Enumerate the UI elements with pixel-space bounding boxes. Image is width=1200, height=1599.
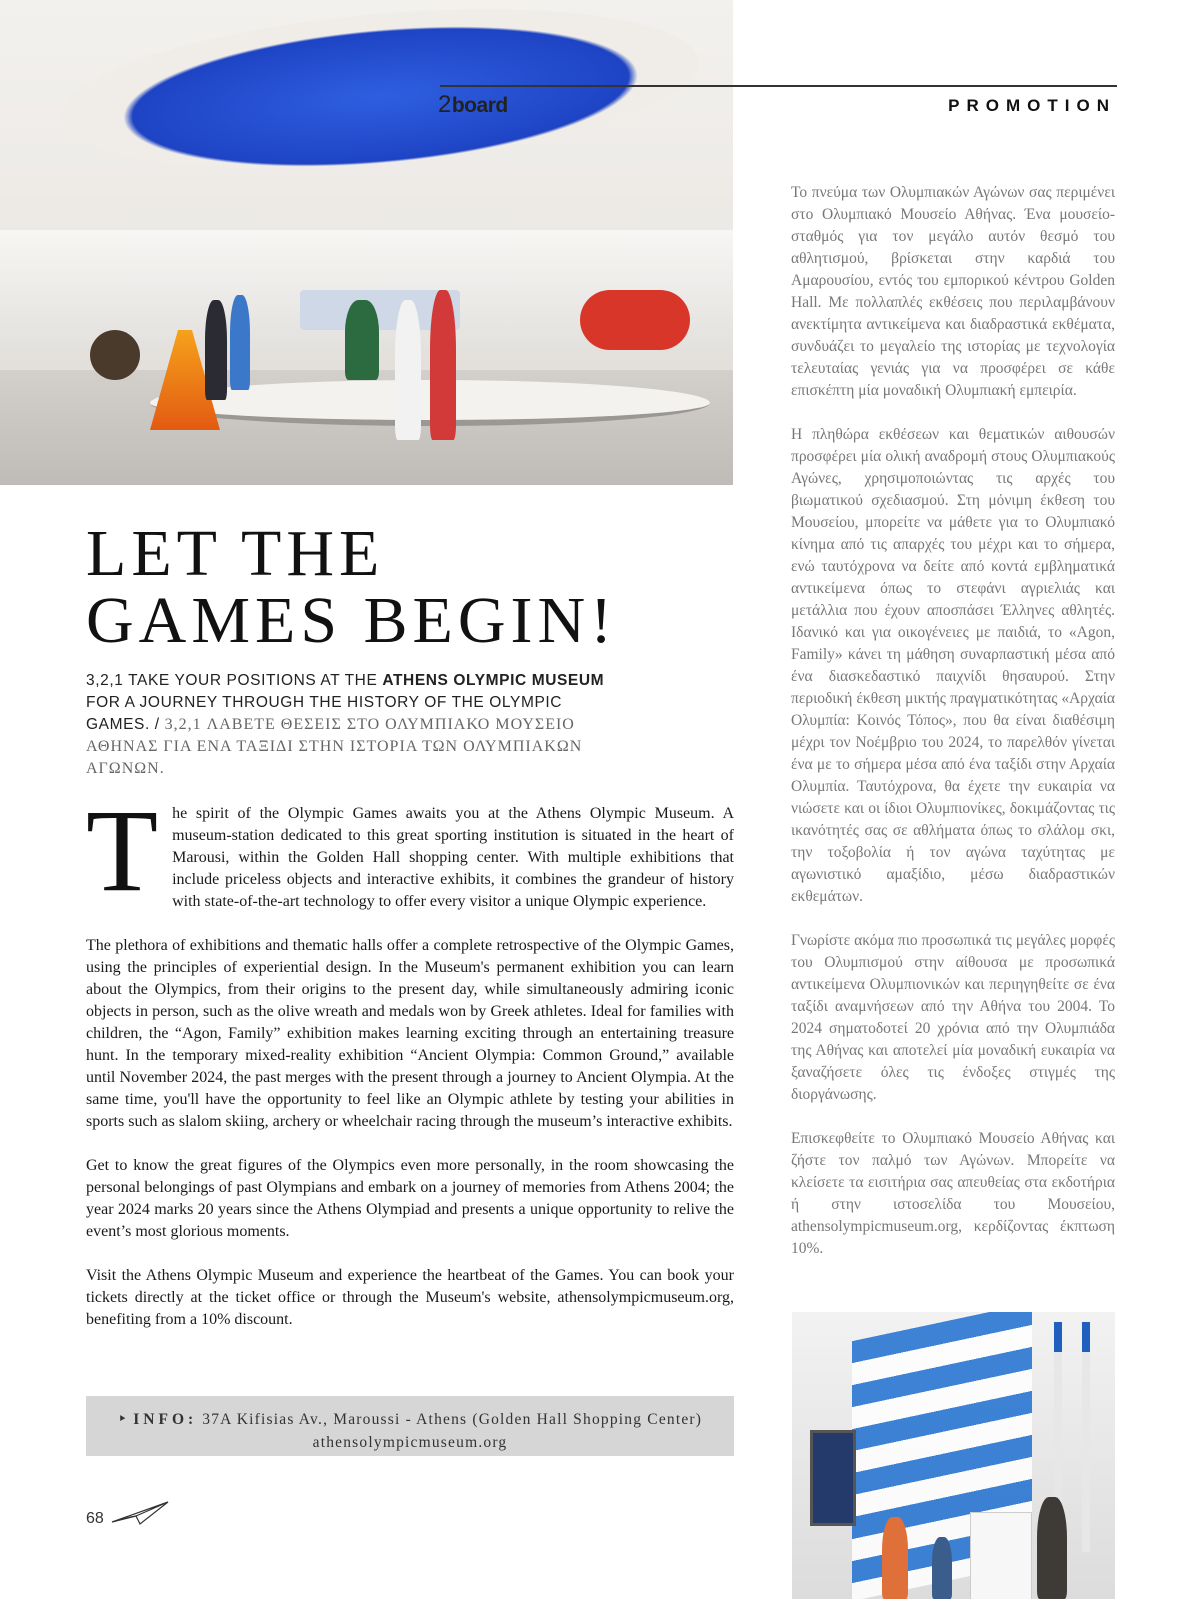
oar-exhibit xyxy=(1082,1322,1090,1552)
header-rule xyxy=(440,85,1117,87)
english-paragraph: The plethora of exhibitions and thematic halls offer a complete retrospective of the Olympic Games, using the principles of experiential design. In the Museum's permanent exhibition you can learn about the Olympics, from their origins to the present day, while simultaneously admiring iconic objects in person, such as the olive wreath and medals won by Greek athletes. Ideal for families with children, the “Agon, Family” exhibition makes learning exciting through an entertaining treasure hunt. In the temporary mixed-reality exhibition “Ancient Olympia: Common Ground,” available until November 2024, the past merges with the present through a journey to Ancient Olympia. At the same time, you'll have the opportunity to feel like an Olympic athlete by testing your abilities in sports such as slalom skiing, archery or wheelchair racing through the museum’s interactive exhibits. xyxy=(86,937,734,1130)
article-deck: 3,2,1 TAKE YOUR POSITIONS AT THE ATHENS OLYMPIC MUSEUM FOR A JOURNEY THROUGH THE HISTORY OF THE OLYMPIC GAMES. / 3,2,1 ΛΑΒΕΤΕ ΘΕΣΕΙΣ ΣΤΟ ΟΛΥΜΠΙΑΚΟ ΜΟΥΣΕΙΟ ΑΘΗΝΑΣ ΓΙΑ ΕΝΑ ΤΑΞΙΔΙ ΣΤΗΝ ΙΣΤΟΡΙΑ ΤΩΝ ΟΛΥΜΠΙΑΚΩΝ ΑΓΩΝΩΝ. xyxy=(86,672,605,777)
museum-hall-photo xyxy=(0,0,733,485)
section-label: PROMOTION xyxy=(948,96,1116,115)
article-headline xyxy=(86,517,736,657)
greek-paragraph: Η πληθώρα εκθέσεων και θεματικών αιθουσών προσφέρει μία ολική αναδρομή στους Ολυμπιακούς Αγώνες, χρησιμοποιώντας τις αρχές του βιωματικού σχεδιασμού. Στη μόνιμη έκθεση του Μουσείου, μπορείτε να μάθετε για το Ολυμπιακό κίνημα από τις απαρχές του μέχρι και το σήμερα, ενώ ταυτόχρονα να δείτε από κοντά εμβληματικά αντικείμενα όπως το στεφάνι αγριελιάς και μετάλλια που έχουν αποσπάσει Έλληνες αθλητές. Ιδανικό και για οικογένειες με παιδιά, το «Agon, Family» κάνει τη μάθηση συναρπαστική μέσα από ένα διασκεδαστικό παιχνίδι θησαυρού. Στην περιοδική έκθεση μικτής πραγματικότητας «Αρχαία Ολυμπία: Κοινός Τόπος», που θα είναι διαθέσιμη μέχρι τον Νοέμβριο του 2024, το παρελθόν γίνεται ένα με το σήμερα μέσα από ένα ταξίδι στην Αρχαία Ολυμπία. Ταυτόχρονα, θα έχετε την ευκαιρία να νιώσετε και οι ίδιοι Ολυμπιονίκες, δοκιμάζοντας τις ικανότητές σας σε αθλήματα όπως το σλάλομ σκι, την τοξοβολία ή τον αγώνα ταχύτητας με αγωνιστικό αμαξίδιο, μέσω διαδραστικών εκθεμάτων. xyxy=(791,426,1115,905)
info-address: 37A Kifisias Av., Maroussi - Athens (Golden Hall Shopping Center) xyxy=(202,1411,703,1428)
greek-paragraph: Επισκεφθείτε το Ολυμπιακό Μουσείο Αθήνας και ζήστε τον παλμό των Αγώνων. Μπορείτε να κλείσετε τα εισιτήρια σας απευθείας στα εκδοτήρια ή στην ιστοσελίδα του Μουσείου, athensolympicmuseum.org, κερδίζοντας έκπτωση 10%. xyxy=(791,1130,1115,1257)
visitor-figure xyxy=(205,300,227,400)
page-number: 68 xyxy=(86,1510,104,1527)
paper-plane-icon xyxy=(110,1500,170,1526)
blue-ceiling-shape xyxy=(55,0,706,192)
visitor-figure xyxy=(882,1517,908,1599)
greek-paragraph: Γνωρίστε ακόμα πιο προσωπικά τις μεγάλες μορφές του Ολυμπισμού στην αίθουσα με προσωπικά αντικείμενα Ολυμπιονικών και περιηγηθείτε σε ένα ταξίδι αναμνήσεων από την Αθήνα του 2004. Το 2024 σηματοδοτεί 20 χρόνια από την Ολυμπιάδα της Αθήνας και αποτελεί μία μοναδική ευκαιρία να ξαναζήσετε όλες τις ένδοξες στιγμές της διοργάνωσης. xyxy=(791,932,1115,1103)
deck-greek: 3,2,1 ΛΑΒΕΤΕ ΘΕΣΕΙΣ ΣΤΟ ΟΛΥΜΠΙΑΚΟ ΜΟΥΣΕΙΟ ΑΘΗΝΑΣ ΓΙΑ ΕΝΑ ΤΑΞΙΔΙ ΣΤΗΝ ΙΣΤΟΡΙΑ ΤΩΝ ΟΛΥΜΠΙΑΚΩΝ ΑΓΩΝΩΝ. xyxy=(86,716,583,777)
globe-sculpture xyxy=(90,330,140,380)
visitor-figure xyxy=(230,295,250,390)
visitor-figure xyxy=(430,290,456,440)
exhibit-kiosk xyxy=(970,1512,1032,1599)
greek-body xyxy=(791,182,1115,1282)
info-label: INFO: xyxy=(133,1411,198,1428)
red-horse-sculpture xyxy=(580,290,690,350)
display-screen xyxy=(810,1430,856,1526)
english-body xyxy=(86,785,734,1353)
visitor-figure xyxy=(1037,1497,1067,1599)
headline-line: LET THE xyxy=(86,517,385,590)
info-box xyxy=(86,1396,734,1456)
bullet-icon: ‣ xyxy=(117,1411,129,1428)
magazine-logo: 2board xyxy=(438,91,508,118)
drop-cap: T xyxy=(86,785,159,916)
museum-exhibit-photo xyxy=(792,1312,1115,1599)
visitor-figure xyxy=(395,300,421,440)
headline-line: GAMES BEGIN! xyxy=(86,584,618,657)
english-paragraph: Visit the Athens Olympic Museum and experience the heartbeat of the Games. You can book your tickets directly at the ticket office or through the Museum's website, athensolympicmuseum.org, benefiting from a 10% discount. xyxy=(86,1267,734,1328)
greek-paragraph: Το πνεύμα των Ολυμπιακών Αγώνων σας περιμένει στο Ολυμπιακό Μουσείο Αθήνας. Ένα μουσείο-σταθμός για τον μεγάλο αυτόν θεσμό του αθλητισμού, βρίσκεται στην καρδιά του Αμαρουσίου, εντός του εμπορικού κέντρου Golden Hall. Με πολλαπλές εκθέσεις που περιλαμβάνουν ανεκτίμητα αντικείμενα και διαδραστικά εκθέματα, συνδυάζει το μεγαλείο της ιστορίας με τεχνολογία τελευταίας γενιάς για να προσφέρει σε κάθε επισκέπτη μία μοναδική Ολυμπιακή εμπειρία. xyxy=(791,184,1115,399)
visitor-figure xyxy=(932,1537,952,1599)
mannequin-coat xyxy=(345,300,379,380)
info-website[interactable]: athensolympicmuseum.org xyxy=(312,1434,508,1451)
english-paragraph: The spirit of the Olympic Games awaits you at the Athens Olympic Museum. A museum-station dedicated to this great sporting institution is situated in the heart of Marousi, within the Golden Hall shopping center. With multiple exhibitions that include priceless objects and interactive exhibits, it combines the grandeur of history with state-of-the-art technology to offer every visitor a unique Olympic experience. xyxy=(86,785,734,916)
english-paragraph: Get to know the great figures of the Olympics even more personally, in the room showcasing the personal belongings of past Olympians and embark on a journey of memories from Athens 2004; the year 2024 marks 20 years since the Athens Olympiad and presents a unique opportunity to relive the event’s most glorious moments. xyxy=(86,1157,734,1240)
